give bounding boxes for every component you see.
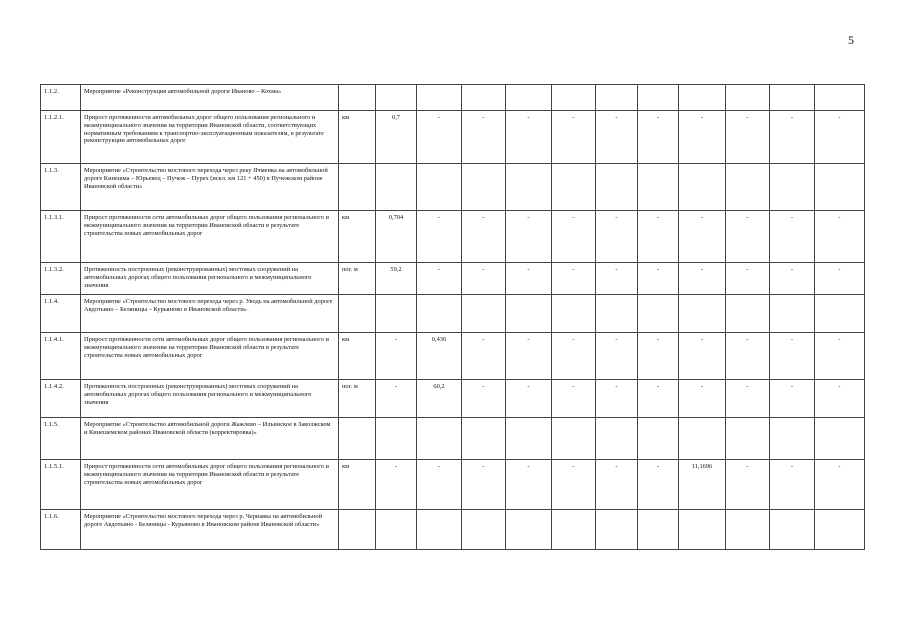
indicator-name: Прирост протяженности сети автомобильных дорог общего пользования регионального и межмуниципального значения на территории Ивановской области в результате строительства новых автомобильных дорог: [81, 333, 339, 380]
value-cell: -: [376, 380, 417, 418]
value-cell: -: [638, 333, 679, 380]
value-cell: [770, 418, 815, 460]
table-row: [41, 380, 865, 418]
value-cell: -: [506, 333, 552, 380]
value-cell: [552, 418, 596, 460]
value-cell: 11,1696: [679, 460, 726, 510]
unit-cell: пог. м: [339, 263, 376, 295]
row-number: 1.1.3.2.: [41, 263, 81, 295]
indicator-name: Мероприятие «Строительство мостового перехода через реку Ячменка на автомобильной дороге Кинешма – Юрьевец – Пучеж – Пурех (искл. км 121 + 450) в Пучежском районе Ивановской области»: [81, 164, 339, 211]
value-cell: [417, 295, 462, 333]
value-cell: -: [638, 380, 679, 418]
value-cell: -: [552, 380, 596, 418]
value-cell: -: [462, 111, 506, 164]
value-cell: 0,436: [417, 333, 462, 380]
value-cell: -: [596, 211, 638, 263]
value-cell: -: [815, 460, 865, 510]
value-cell: [462, 295, 506, 333]
value-cell: -: [506, 263, 552, 295]
value-cell: [815, 164, 865, 211]
value-cell: -: [770, 111, 815, 164]
value-cell: [638, 164, 679, 211]
value-cell: -: [770, 380, 815, 418]
value-cell: -: [462, 263, 506, 295]
value-cell: -: [462, 211, 506, 263]
value-cell: -: [679, 211, 726, 263]
unit-cell: [339, 418, 376, 460]
value-cell: -: [417, 211, 462, 263]
value-cell: -: [815, 380, 865, 418]
value-cell: -: [552, 333, 596, 380]
value-cell: -: [596, 460, 638, 510]
value-cell: -: [638, 263, 679, 295]
value-cell: -: [417, 111, 462, 164]
value-cell: -: [596, 111, 638, 164]
value-cell: [506, 418, 552, 460]
value-cell: [596, 510, 638, 550]
value-cell: [462, 418, 506, 460]
unit-cell: пог. м: [339, 380, 376, 418]
value-cell: 60,2: [417, 380, 462, 418]
indicator-name: Протяженность построенных (реконструированных) мостовых сооружений на автомобильных дорогах общего пользования регионального и межмуниципального значения: [81, 380, 339, 418]
value-cell: [679, 85, 726, 111]
value-cell: [596, 295, 638, 333]
value-cell: [638, 85, 679, 111]
value-cell: -: [726, 263, 770, 295]
table-row: [41, 333, 865, 380]
row-number: 1.1.4.2.: [41, 380, 81, 418]
indicators-table: [40, 84, 865, 550]
table-row: [41, 85, 865, 111]
value-cell: [679, 510, 726, 550]
value-cell: [815, 418, 865, 460]
page-number: 5: [848, 33, 854, 47]
value-cell: [376, 418, 417, 460]
value-cell: -: [770, 211, 815, 263]
value-cell: -: [462, 380, 506, 418]
row-number: 1.1.4.1.: [41, 333, 81, 380]
value-cell: [815, 510, 865, 550]
value-cell: -: [638, 460, 679, 510]
value-cell: [679, 418, 726, 460]
value-cell: -: [596, 263, 638, 295]
indicator-name: Прирост протяженности автомобильных дорог общего пользования регионального и межмуниципального значения на территории Ивановской области, соответствующих нормативным требованиям к транспортно-эксплуатационным показателям, в результате реконструкции автомобильных дорог: [81, 111, 339, 164]
indicator-name: Мероприятие «Реконструкция автомобильной дороги Иваново – Кохма»: [81, 85, 339, 111]
value-cell: -: [726, 380, 770, 418]
indicator-name: Прирост протяженности сети автомобильных дорог общего пользования регионального и межмуниципального значения на территории Ивановской области в результате строительства новых автомобильных дорог: [81, 211, 339, 263]
value-cell: [638, 510, 679, 550]
value-cell: -: [770, 263, 815, 295]
value-cell: -: [552, 460, 596, 510]
unit-cell: км: [339, 333, 376, 380]
unit-cell: [339, 510, 376, 550]
value-cell: -: [552, 111, 596, 164]
indicator-name: Мероприятие «Строительство автомобильной дороги Жажлево – Ильинское в Заволжском и Кинешемском районах Ивановской области (корректировка)»: [81, 418, 339, 460]
value-cell: [596, 164, 638, 211]
value-cell: [462, 510, 506, 550]
value-cell: 0,7: [376, 111, 417, 164]
row-number: 1.1.2.: [41, 85, 81, 111]
value-cell: [506, 510, 552, 550]
unit-cell: [339, 295, 376, 333]
value-cell: [506, 85, 552, 111]
value-cell: -: [462, 460, 506, 510]
value-cell: [376, 164, 417, 211]
row-number: 1.1.3.1.: [41, 211, 81, 263]
value-cell: -: [552, 211, 596, 263]
value-cell: [770, 295, 815, 333]
value-cell: -: [638, 111, 679, 164]
unit-cell: [339, 85, 376, 111]
value-cell: [815, 85, 865, 111]
row-number: 1.1.6.: [41, 510, 81, 550]
value-cell: -: [552, 263, 596, 295]
value-cell: -: [417, 263, 462, 295]
value-cell: -: [462, 333, 506, 380]
value-cell: -: [417, 460, 462, 510]
row-number: 1.1.5.: [41, 418, 81, 460]
value-cell: [726, 418, 770, 460]
value-cell: -: [770, 460, 815, 510]
value-cell: [552, 295, 596, 333]
value-cell: -: [679, 380, 726, 418]
value-cell: -: [815, 111, 865, 164]
value-cell: [552, 510, 596, 550]
value-cell: 0,704: [376, 211, 417, 263]
value-cell: -: [506, 380, 552, 418]
value-cell: -: [679, 333, 726, 380]
value-cell: [417, 418, 462, 460]
value-cell: -: [596, 333, 638, 380]
unit-cell: [339, 164, 376, 211]
value-cell: [506, 164, 552, 211]
table-row: [41, 295, 865, 333]
value-cell: [726, 295, 770, 333]
value-cell: [726, 510, 770, 550]
value-cell: [506, 295, 552, 333]
row-number: 1.1.4.: [41, 295, 81, 333]
value-cell: -: [726, 111, 770, 164]
value-cell: -: [679, 111, 726, 164]
table-row: [41, 510, 865, 550]
row-number: 1.1.2.1.: [41, 111, 81, 164]
table-row: [41, 418, 865, 460]
value-cell: [679, 164, 726, 211]
value-cell: [815, 295, 865, 333]
row-number: 1.1.3.: [41, 164, 81, 211]
value-cell: -: [506, 211, 552, 263]
table-row: [41, 111, 865, 164]
value-cell: -: [815, 333, 865, 380]
unit-cell: км: [339, 111, 376, 164]
value-cell: -: [506, 111, 552, 164]
value-cell: -: [726, 333, 770, 380]
row-number: 1.1.5.1.: [41, 460, 81, 510]
value-cell: [596, 85, 638, 111]
value-cell: -: [815, 263, 865, 295]
value-cell: -: [376, 333, 417, 380]
table-row: [41, 460, 865, 510]
value-cell: -: [638, 211, 679, 263]
value-cell: [552, 85, 596, 111]
value-cell: [638, 295, 679, 333]
value-cell: [679, 295, 726, 333]
value-cell: -: [376, 460, 417, 510]
table-row: [41, 211, 865, 263]
value-cell: [462, 85, 506, 111]
indicator-name: Мероприятие «Строительство мостового перехода через р. Чернавка на автомобильной дороге Авдотьино - Беляницы - Курьяново в Ивановском районе Ивановской области»: [81, 510, 339, 550]
value-cell: [596, 418, 638, 460]
value-cell: [376, 85, 417, 111]
value-cell: [417, 510, 462, 550]
value-cell: 59,2: [376, 263, 417, 295]
value-cell: -: [770, 333, 815, 380]
value-cell: [770, 164, 815, 211]
table-row: [41, 263, 865, 295]
value-cell: -: [679, 263, 726, 295]
indicator-name: Прирост протяженности сети автомобильных дорог общего пользования регионального и межмуниципального значения на территории Ивановской области в результате строительства новых автомобильных дорог: [81, 460, 339, 510]
value-cell: [417, 85, 462, 111]
value-cell: -: [726, 211, 770, 263]
value-cell: [376, 510, 417, 550]
value-cell: [462, 164, 506, 211]
value-cell: [726, 164, 770, 211]
value-cell: [726, 85, 770, 111]
table-row: [41, 164, 865, 211]
value-cell: -: [506, 460, 552, 510]
value-cell: -: [726, 460, 770, 510]
unit-cell: км: [339, 460, 376, 510]
unit-cell: км: [339, 211, 376, 263]
value-cell: [552, 164, 596, 211]
value-cell: [770, 85, 815, 111]
indicator-name: Протяженность построенных (реконструированных) мостовых сооружений на автомобильных дорогах общего пользования регионального и межмуниципального значения: [81, 263, 339, 295]
indicator-name: Мероприятие «Строительство мостового перехода через р. Уводь на автомобильной дороге Авдотьино – Беляницы – Курьяново в Ивановской области»: [81, 295, 339, 333]
value-cell: [417, 164, 462, 211]
value-cell: -: [815, 211, 865, 263]
value-cell: [770, 510, 815, 550]
value-cell: [638, 418, 679, 460]
value-cell: [376, 295, 417, 333]
value-cell: -: [596, 380, 638, 418]
